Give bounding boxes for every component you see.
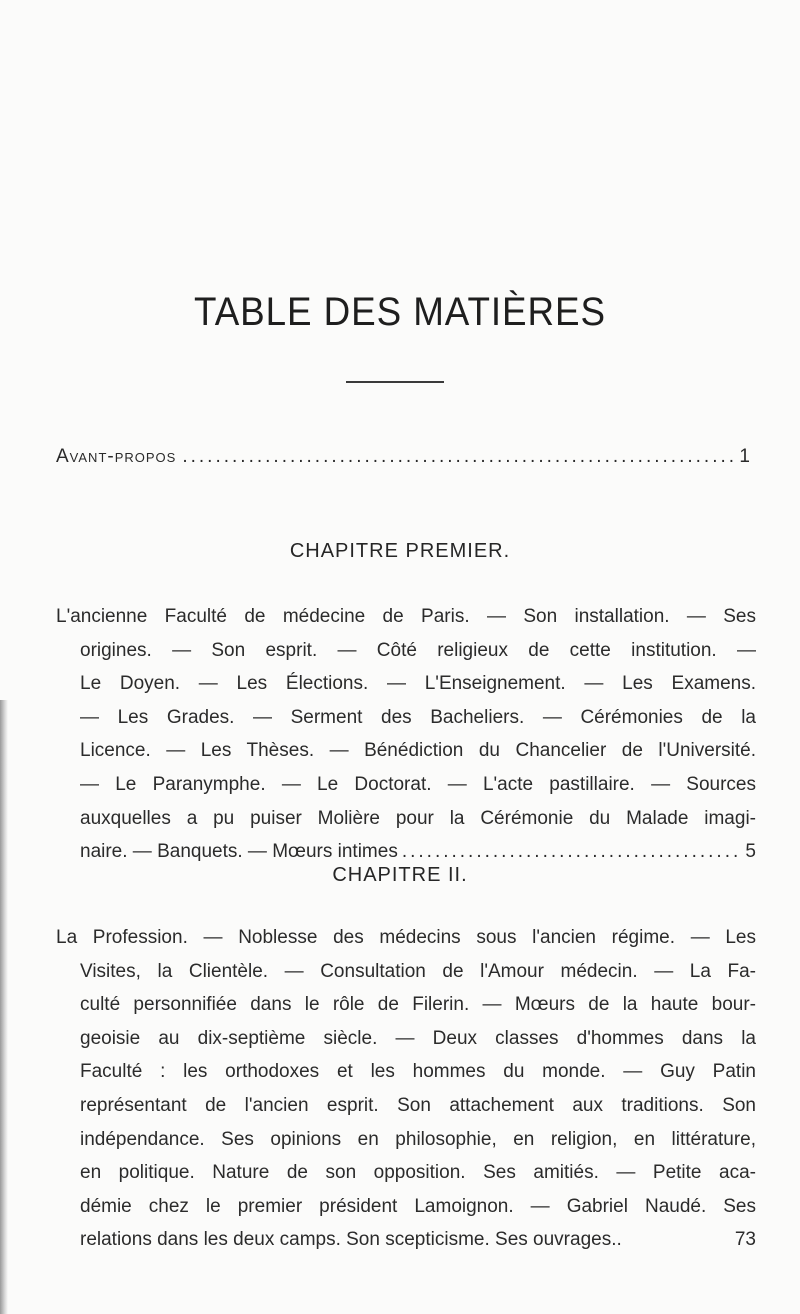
chapter-2-line: La Profession. — Noblesse des médecins sous l'ancien régime. — Les	[56, 927, 756, 948]
chapter-2-heading: CHAPITRE II.	[332, 864, 468, 886]
chapter-1-line: Licence. — Les Thèses. — Bénédiction du Chancelier de l'Université.	[80, 740, 756, 762]
spacer	[622, 1223, 735, 1257]
chapter-2-line: Faculté : les orthodoxes et les hommes du monde. — Guy Patin	[80, 1061, 756, 1083]
chapter-2-line: en politique. Nature de son opposition. Ses amitiés. — Petite aca-	[80, 1162, 756, 1184]
chapter-2-line: représentant de l'ancien esprit. Son attachement aux traditions. Son	[80, 1094, 756, 1116]
chapter-1-line: — Les Grades. — Serment des Bacheliers. — Cérémonies de la	[80, 706, 756, 728]
chapter-2-line: démie chez le premier président Lamoignon. — Gabriel Naudé. Ses	[80, 1195, 756, 1217]
chapter-1-line: — Le Paranymphe. — Le Doctorat. — L'acte pastillaire. — Sources	[80, 773, 756, 795]
chapter-1-summary[interactable]	[56, 600, 756, 869]
chapter-2-line: indépendance. Ses opinions en philosophie, en religion, en littérature,	[80, 1128, 756, 1150]
page-edge-shadow	[0, 700, 8, 1314]
chapter-2-line: culté personnifiée dans le rôle de Filerin. — Mœurs de la haute bour-	[80, 994, 756, 1016]
dot-leader	[182, 446, 733, 468]
avant-propos-label: Avant-propos	[56, 446, 177, 467]
page-title: TABLE DES MATIÈRES	[194, 290, 606, 334]
chapter-1-line: naire. — Banquets. — Mœurs intimes	[80, 841, 398, 863]
chapter-1-page: 5	[745, 841, 756, 863]
chapter-2-line: geoisie au dix-septième siècle. — Deux classes d'hommes dans la	[80, 1027, 756, 1049]
toc-entry-avant-propos[interactable]	[56, 446, 750, 468]
avant-propos-page: 1	[739, 446, 750, 467]
chapter-1-heading: CHAPITRE PREMIER.	[289, 540, 511, 562]
chapter-1-line: origines. — Son esprit. — Côté religieux de cette institution. —	[80, 639, 756, 661]
chapter-2-last-line	[56, 1223, 756, 1257]
chapter-1-line: L'ancienne Faculté de médecine de Paris. — Son installation. — Ses	[56, 606, 756, 627]
chapter-2-summary[interactable]	[56, 921, 756, 1257]
chapter-1-line: auxquelles a pu puiser Molière pour la Cérémonie du Malade imagi-	[80, 807, 756, 829]
chapter-1-line: Le Doyen. — Les Élections. — L'Enseignement. — Les Examens.	[80, 673, 756, 695]
chapter-2-page: 73	[734, 1229, 756, 1251]
chapter-2-line: relations dans les deux camps. Son scepticisme. Ses ouvrages..	[80, 1229, 622, 1251]
title-rule	[346, 381, 444, 383]
chapter-2-line: Visites, la Clientèle. — Consultation de l'Amour médecin. — La Fa-	[80, 960, 756, 982]
